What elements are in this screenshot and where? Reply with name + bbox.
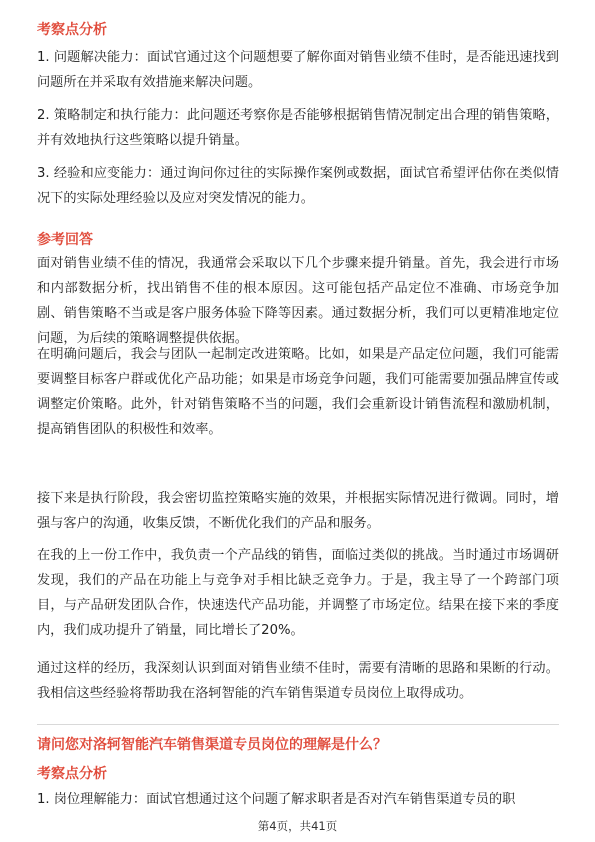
analysis-item-next-1: 1. 岗位理解能力：面试官想通过这个问题了解求职者是否对汽车销售渠道专员的职 <box>37 792 516 807</box>
answer-paragraph-4: 在我的上一份工作中，我负责一个产品线的销售，面临过类似的挑战。当时通过市场调研发现，我们的产品在功能上与竞争对手相比缺乏竞争力。于是，我主导了一个跨部门项目，与产品研发团队合作，快速迭代产品功能，并调整了市场定位。结果在接下来的季度内，我们成功提升了销量，同比增长了20%。 <box>37 548 559 638</box>
answer-heading: 参考回答 <box>37 232 93 248</box>
question-title: 请问您对洛轲智能汽车销售渠道专员岗位的理解是什么？ <box>37 737 387 753</box>
analysis-item-2: 2. 策略制定和执行能力：此问题还考察你是否能够根据销售情况制定出合理的销售策略，并有效地执行这些策略以提升销量。 <box>37 108 559 148</box>
answer-paragraph-1: 面对销售业绩不佳的情况，我通常会采取以下几个步骤来提升销量。首先，我会进行市场和内部数据分析，找出销售不佳的根本原因。这可能包括产品定位不准确、市场竞争加剧、销售策略不当或是客户服务体验下降等因素。通过数据分析，我们可以更精准地定位问题，为后续的策略调整提供依据。 <box>37 256 559 346</box>
analysis-heading: 考察点分析 <box>37 22 107 38</box>
answer-paragraph-2: 在明确问题后，我会与团队一起制定改进策略。比如，如果是产品定位问题，我们可能需要调整目标客户群或优化产品功能；如果是市场竞争问题，我们可能需要加强品牌宣传或调整定价策略。此外，针对销售策略不当的问题，我们会重新设计销售流程和激励机制，提高销售团队的积极性和效率。 <box>37 347 559 437</box>
section-divider <box>37 724 559 725</box>
page-footer: 第4页，共41页 <box>257 819 338 833</box>
answer-paragraph-3: 接下来是执行阶段，我会密切监控策略实施的效果，并根据实际情况进行微调。同时，增强与客户的沟通，收集反馈，不断优化我们的产品和服务。 <box>37 491 559 531</box>
analysis-heading-2: 考察点分析 <box>37 766 107 782</box>
analysis-item-3: 3. 经验和应变能力：通过询问你过往的实际操作案例或数据，面试官希望评估你在类似情况下的实际处理经验以及应对突发情况的能力。 <box>37 166 559 206</box>
answer-paragraph-5: 通过这样的经历，我深刻认识到面对销售业绩不佳时，需要有清晰的思路和果断的行动。我相信这些经验将帮助我在洛轲智能的汽车销售渠道专员岗位上取得成功。 <box>37 661 559 701</box>
analysis-item-1: 1. 问题解决能力：面试官通过这个问题想要了解你面对销售业绩不佳时，是否能迅速找到问题所在并采取有效措施来解决问题。 <box>37 50 559 90</box>
